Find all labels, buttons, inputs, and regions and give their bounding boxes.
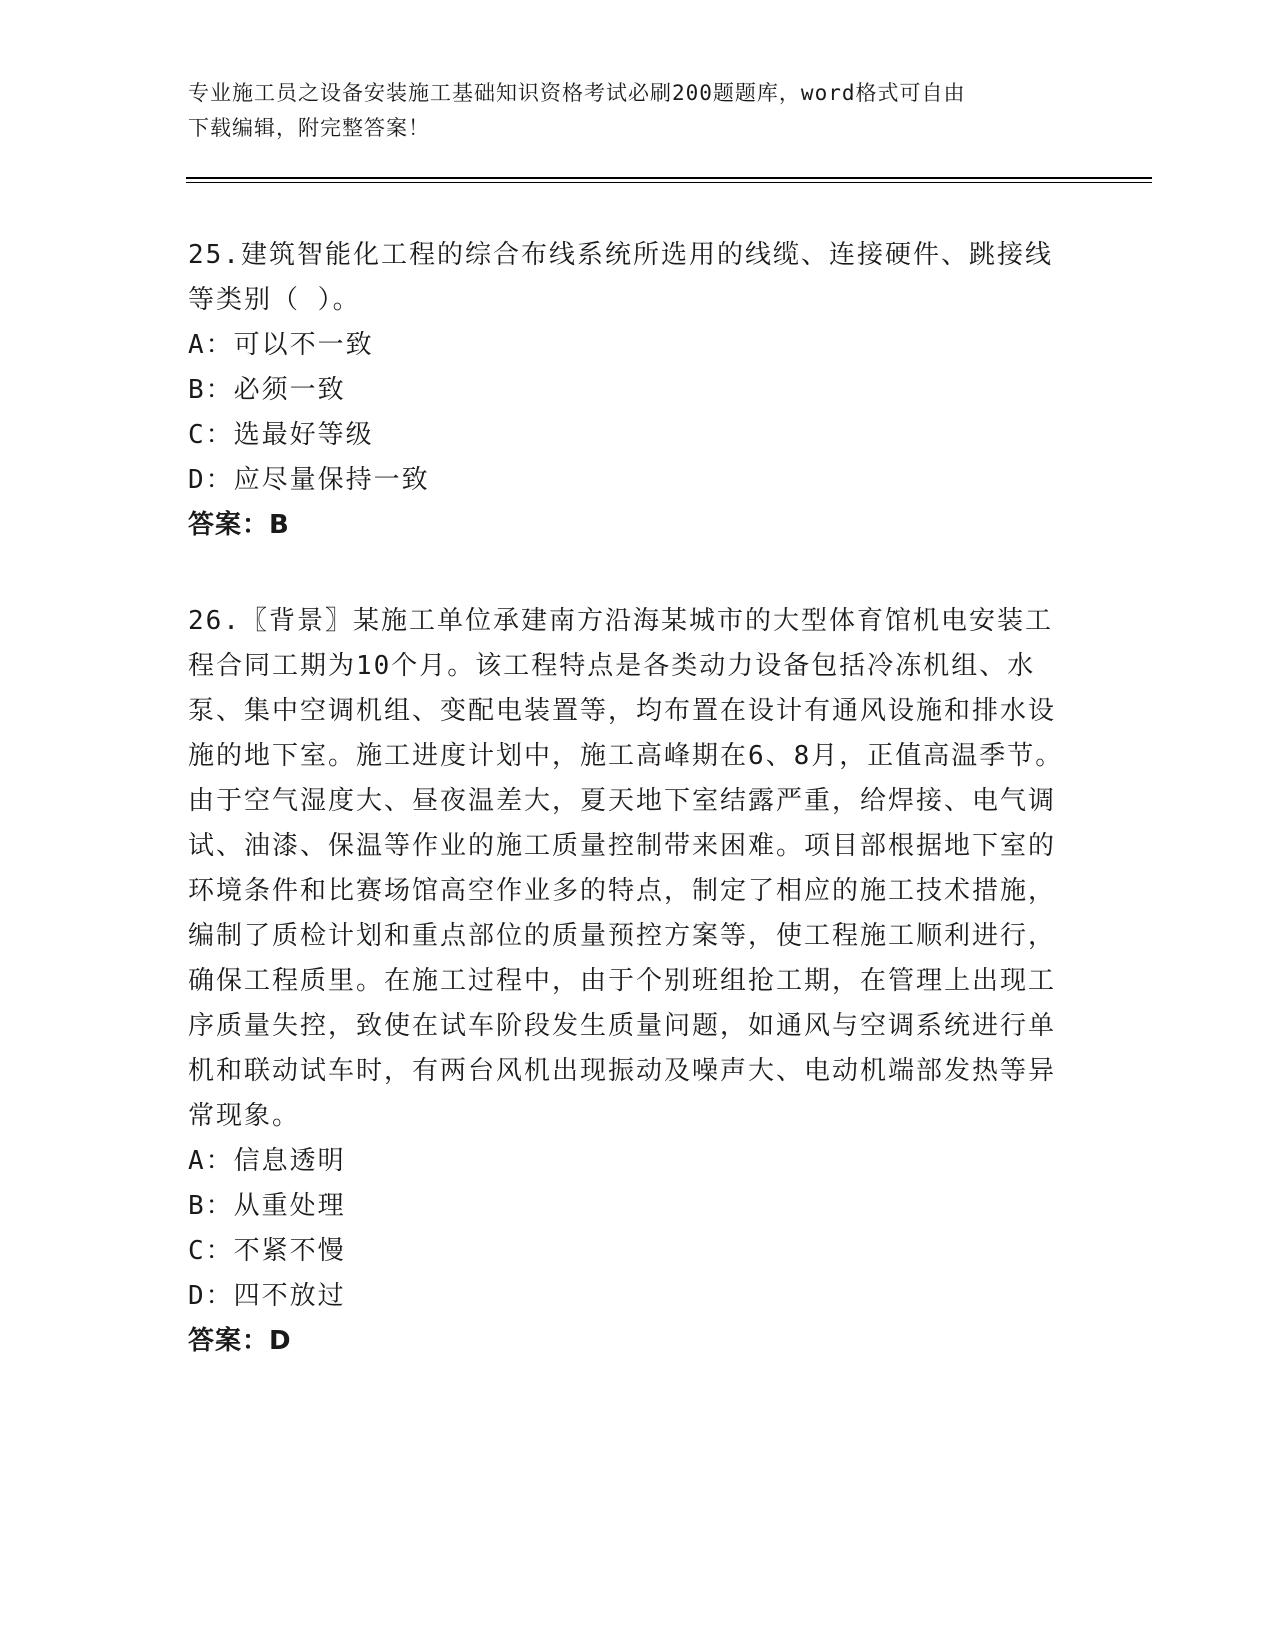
- option-b: B：必须一致: [188, 375, 346, 405]
- question-26: [188, 599, 1068, 1364]
- header-line-2: 下载编辑，附完整答案！: [188, 116, 430, 140]
- question-25: [188, 233, 1068, 548]
- answer-label: 答案：D: [188, 1326, 292, 1356]
- option-c: C：选最好等级: [188, 420, 374, 450]
- header-line-1: 专业施工员之设备安装施工基础知识资格考试必刷200题题库，word格式可自由: [188, 81, 966, 105]
- option-d: D：四不放过: [188, 1281, 346, 1311]
- question-stem: 26.〖背景〗某施工单位承建南方沿海某城市的大型体育馆机电安装工程合同工期为10个月。该工程特点是各类动力设备包括冷冻机组、水泵、集中空调机组、变配电装置等，均布置在设计有通风设施和排水设施的地下室。施工进度计划中，施工高峰期在6、8月，正值高温季节。由于空气湿度大、昼夜温差大，夏天地下室结露严重，给焊接、电气调试、油漆、保温等作业的施工质量控制带来困难。项目部根据地下室的环境条件和比赛场馆高空作业多的特点，制定了相应的施工技术措施，编制了质检计划和重点部位的质量预控方案等，使工程施工顺利进行，确保工程质里。在施工过程中，由于个别班组抢工期，在管理上出现工序质量失控，致使在试车阶段发生质量问题，如通风与空调系统进行单机和联动试车时，有两台风机出现振动及噪声大、电动机端部发热等异常现象。: [188, 606, 1064, 1131]
- header-rule-thick: [186, 177, 1152, 179]
- option-c: C：不紧不慢: [188, 1236, 346, 1266]
- option-a: A：信息透明: [188, 1146, 346, 1176]
- option-d: D：应尽量保持一致: [188, 465, 430, 495]
- header-rule-thin: [186, 182, 1152, 183]
- answer-label: 答案：B: [188, 510, 290, 540]
- option-b: B：从重处理: [188, 1191, 346, 1221]
- question-stem: 25.建筑智能化工程的综合布线系统所选用的线缆、连接硬件、跳接线等类别（ ）。: [188, 240, 1053, 315]
- option-a: A：可以不一致: [188, 330, 374, 360]
- document-header: [188, 76, 1068, 146]
